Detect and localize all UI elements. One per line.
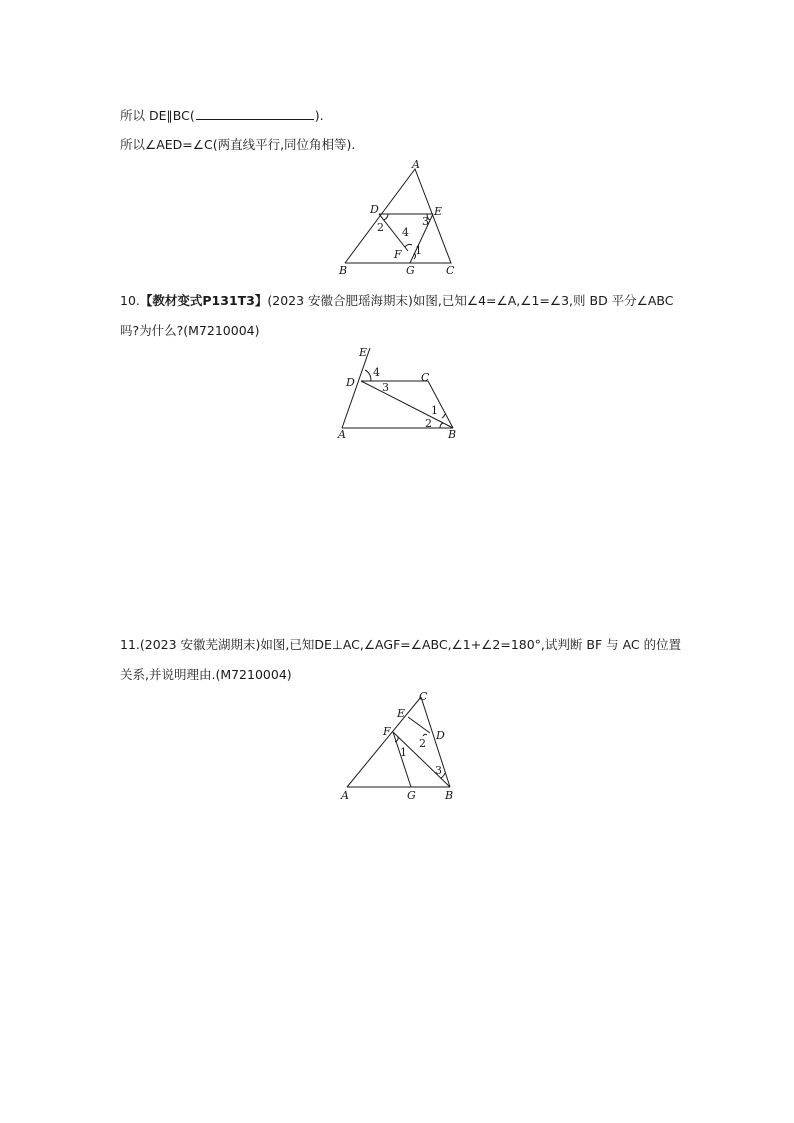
statement-angle-aed: 所以∠AED=∠C(两直线平行,同位角相等). [120,137,356,152]
label-g: G [407,789,416,802]
label-e: E [359,346,368,359]
label-d: D [346,376,355,389]
question-11-number: 11. [120,637,140,652]
question-10-line1 [120,292,674,310]
arc-angle-2 [384,214,388,220]
label-d: D [436,729,445,742]
arc-angle-4 [405,244,412,247]
statement-suffix: ). [314,108,324,123]
arc-angle-1 [442,414,445,418]
label-e: E [397,707,406,720]
label-b: B [445,789,454,802]
figure-triangle-abc-2 [335,685,465,805]
label-c: C [446,264,455,277]
figure-quadrilateral-abcd [330,338,470,443]
segment-ed [408,717,430,733]
label-f: F [394,248,402,261]
label-a: A [412,158,420,171]
segment-db [361,381,453,428]
label-angle-4: 4 [373,366,380,379]
label-b: B [448,428,457,441]
label-g: G [406,264,415,277]
question-10-line2: 吗?为什么?(M7210004) [120,323,260,338]
segment-ac [347,697,421,787]
arc-angle-2 [423,734,427,736]
statement-de-parallel-bc [120,106,324,125]
question-10-tag: 【教材变式P131T3】 [139,293,268,308]
label-angle-2: 2 [377,221,384,234]
question-10-text: (2023 安徽合肥瑶海期末)如图,已知∠4=∠A,∠1=∠3,则 BD 平分∠ABC [267,293,674,308]
label-angle-4: 4 [402,226,409,239]
statement-prefix: 所以 DE∥BC( [120,108,195,123]
question-11-text: (2023 安徽芜湖期末)如图,已知DE⊥AC,∠AGF=∠ABC,∠1+∠2=180°,试判断 BF 与 AC 的位置 [139,637,682,652]
label-angle-2: 2 [419,737,426,750]
label-a: A [341,789,349,802]
label-angle-3: 3 [422,215,429,228]
label-angle-3: 3 [382,381,389,394]
label-angle-1: 1 [431,404,438,417]
figure-triangle-abc [335,157,465,277]
label-a: A [338,428,346,441]
question-10-number: 10. [120,293,140,308]
label-f: F [383,725,391,738]
label-d: D [370,203,379,216]
label-angle-3: 3 [435,764,442,777]
label-c: C [419,690,428,703]
arc-angle-2 [440,423,443,428]
question-11-line1 [120,636,681,654]
label-angle-2: 2 [425,417,432,430]
label-angle-1: 1 [400,746,407,759]
label-b: B [339,264,348,277]
arc-angle-4 [365,370,371,381]
label-e: E [434,205,443,218]
answer-blank[interactable] [196,106,314,120]
label-angle-1: 1 [415,244,422,257]
question-11-line2: 关系,并说明理由.(M7210004) [120,667,292,682]
label-c: C [421,371,430,384]
